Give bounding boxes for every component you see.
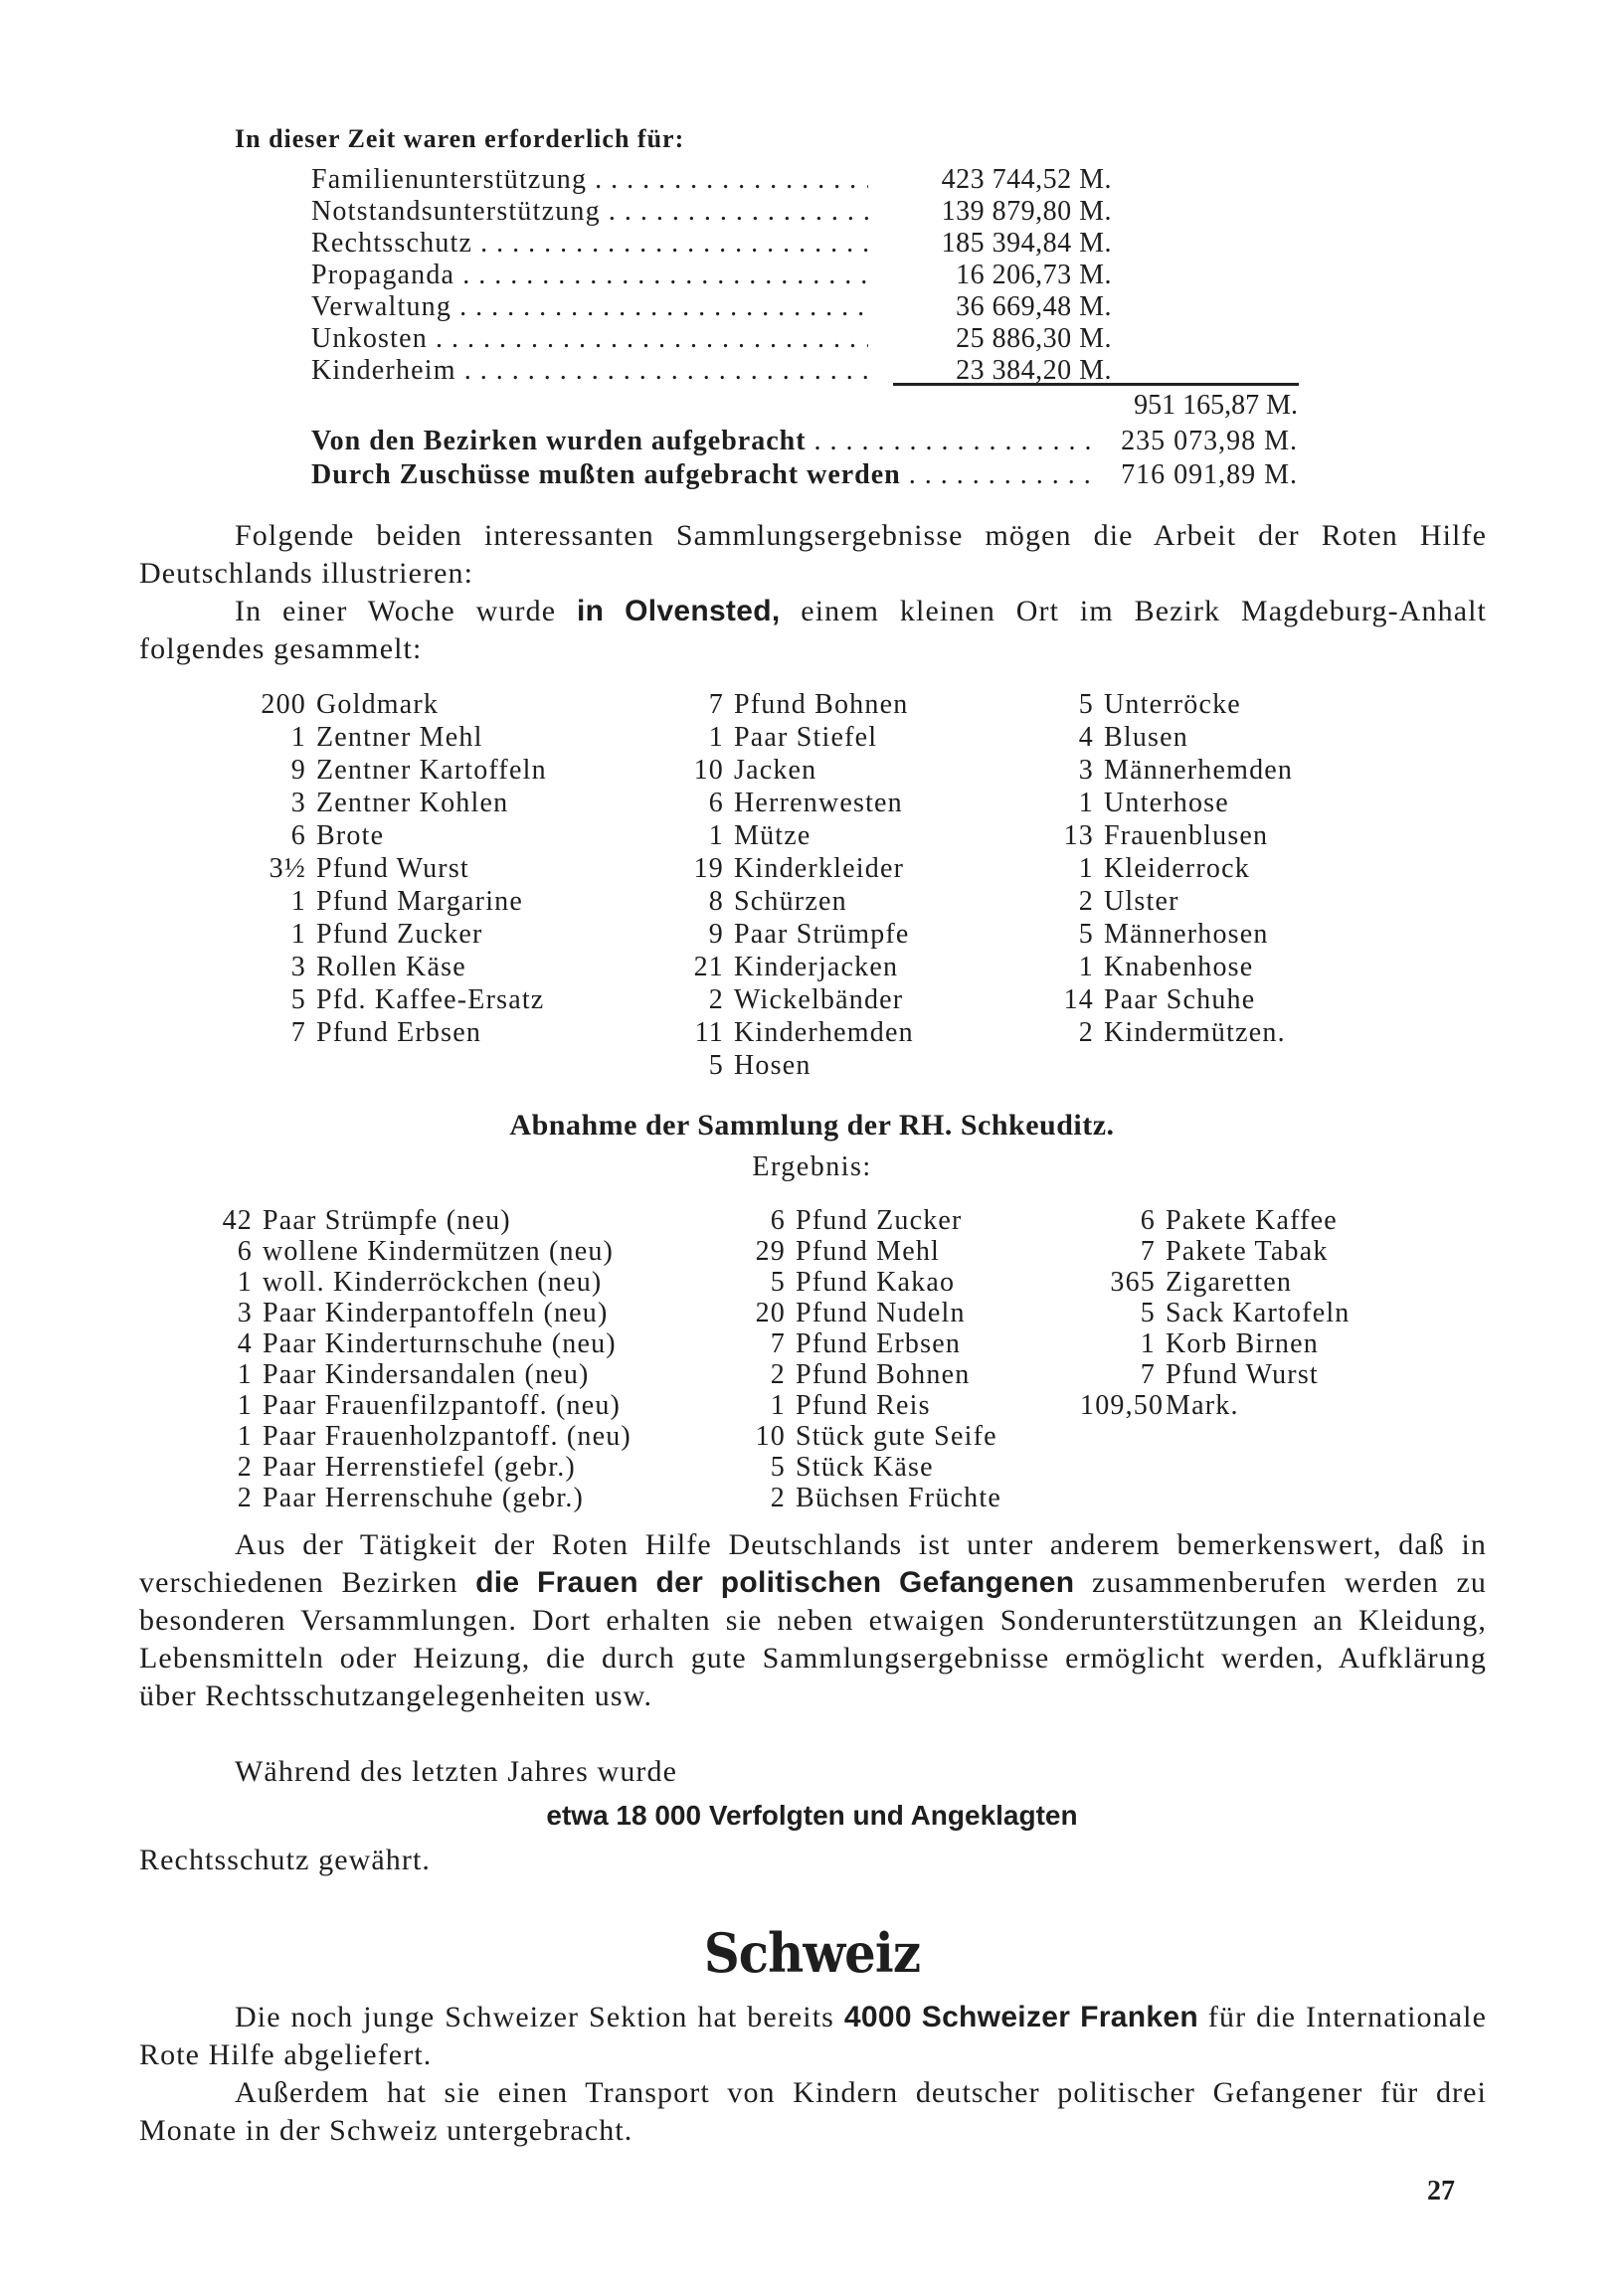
collection-1-column-2 xyxy=(682,688,914,1082)
item-quantity: 5 xyxy=(770,1452,786,1483)
item-quantity: 10 xyxy=(755,1421,786,1452)
item-quantity: 3 xyxy=(237,1298,253,1328)
paragraph-olvensted xyxy=(139,593,1487,668)
paragraph-swiss-2: Außerdem hat sie einen Transport von Kindern deutscher politischer Gefangener für drei Monate in der Schweiz untergebracht. xyxy=(139,2076,1487,2147)
item-quantity: 8 xyxy=(708,886,724,917)
collection-item xyxy=(744,1452,1001,1483)
item-name: Kinderjacken xyxy=(734,952,899,982)
item-quantity: 7 xyxy=(1140,1236,1156,1267)
item-quantity: 5 xyxy=(1078,689,1094,720)
item-name: Paar Stiefel xyxy=(734,722,878,753)
collection-item xyxy=(1052,1016,1293,1049)
item-name: Paar Strümpfe xyxy=(734,919,910,950)
item-quantity: 7 xyxy=(1140,1359,1156,1390)
collection-item xyxy=(1052,918,1293,951)
collection-item xyxy=(682,852,914,885)
collection-item xyxy=(1052,983,1293,1016)
collection-item xyxy=(682,983,914,1016)
item-name: Kinderkleider xyxy=(734,853,905,884)
section-heading-schweiz: Schweiz xyxy=(703,1921,921,1985)
legal-aid-emphasis: etwa 18 000 Verfolgten und Angeklagten xyxy=(546,1800,1078,1831)
expense-amount: 185 394,84 M. xyxy=(941,228,1112,259)
item-name: Brote xyxy=(316,820,385,851)
collection-item xyxy=(213,1205,632,1236)
collection-item xyxy=(682,787,914,819)
item-name: Herrenwesten xyxy=(734,788,903,818)
collection-item xyxy=(1080,1205,1351,1236)
collection-item xyxy=(213,1328,632,1359)
collection-1-column-3 xyxy=(1052,688,1293,1049)
expense-label: Propaganda . . . xyxy=(311,260,868,291)
collection-item xyxy=(253,819,547,852)
collection-item xyxy=(1052,787,1293,819)
collection-item xyxy=(682,918,914,951)
item-quantity: 6 xyxy=(237,1236,253,1267)
collection-item xyxy=(213,1421,632,1452)
collection-item xyxy=(1080,1236,1351,1267)
expense-total: 951 165,87 M. xyxy=(1134,390,1298,421)
collection-item xyxy=(253,951,547,983)
item-name: Paar Kinderpantoffeln (neu) xyxy=(263,1298,609,1328)
item-quantity: 3 xyxy=(290,952,306,982)
item-name: wollene Kindermützen (neu) xyxy=(263,1236,615,1267)
item-name: Mütze xyxy=(734,820,812,851)
paragraph-text: In einer Woche wurde xyxy=(235,595,577,627)
item-name: Wickelbänder xyxy=(734,984,904,1015)
paragraph-text: Aus der Tätigkeit der Roten Hilfe Deutschlands ist unter anderem bemerkenswert, daß in verschiedenen Bezirken xyxy=(139,1528,1487,1599)
item-name: Unterröcke xyxy=(1104,689,1241,720)
item-name: Pfund Nudeln xyxy=(796,1298,966,1328)
item-name: Zentner Kohlen xyxy=(316,788,509,818)
collection-item xyxy=(213,1452,632,1483)
collection-2-column-3 xyxy=(1080,1205,1351,1421)
collection-item xyxy=(1080,1267,1351,1298)
item-quantity: 7 xyxy=(290,1017,306,1048)
item-name: Zentner Kartoffeln xyxy=(316,755,547,786)
collection-2-heading: Abnahme der Sammlung der RH. Schkeuditz. xyxy=(509,1109,1115,1142)
item-quantity: 1 xyxy=(290,886,306,917)
item-quantity: 2 xyxy=(1078,1017,1094,1048)
expense-row xyxy=(311,260,1157,291)
collection-item xyxy=(253,885,547,918)
collection-item xyxy=(213,1298,632,1328)
expenses-intro: In dieser Zeit waren erforderlich für: xyxy=(235,124,685,153)
item-name: Pfd. Kaffee-Ersatz xyxy=(316,984,545,1015)
collection-item xyxy=(1052,754,1293,787)
collection-item xyxy=(744,1328,1001,1359)
expense-amount: 16 206,73 M. xyxy=(956,260,1112,290)
collection-item xyxy=(744,1390,1001,1421)
item-name: Paar Schuhe xyxy=(1104,984,1256,1015)
collection-item xyxy=(682,819,914,852)
item-name: Knabenhose xyxy=(1104,952,1254,982)
item-quantity: 1 xyxy=(708,820,724,851)
collection-item xyxy=(682,885,914,918)
collection-item xyxy=(682,754,914,787)
expense-label: Familienunterstützung . . . xyxy=(311,164,868,196)
collection-item xyxy=(1052,819,1293,852)
item-name: Pakete Kaffee xyxy=(1166,1205,1338,1236)
item-quantity: 10 xyxy=(693,755,724,786)
collection-item xyxy=(1080,1298,1351,1328)
sum-rule xyxy=(893,383,1299,386)
expense-row xyxy=(311,228,1157,260)
item-quantity: 1 xyxy=(237,1267,253,1298)
item-name: Pfund Reis xyxy=(796,1390,931,1421)
paragraph-legal-aid-end: Rechtsschutz gewährt. xyxy=(139,1844,432,1876)
item-name: Goldmark xyxy=(316,689,440,720)
item-name: Ulster xyxy=(1104,886,1179,917)
item-quantity: 14 xyxy=(1063,984,1094,1015)
item-quantity: 1 xyxy=(237,1390,253,1421)
item-quantity: 4 xyxy=(1078,722,1094,753)
item-name: Pfund Bohnen xyxy=(734,689,909,720)
item-quantity: 3½ xyxy=(269,853,306,884)
expense-label: Notstandsunterstützung . . . xyxy=(311,196,868,228)
collection-item xyxy=(682,951,914,983)
item-quantity: 4 xyxy=(237,1328,253,1359)
collection-item xyxy=(1052,951,1293,983)
collection-item xyxy=(213,1390,632,1421)
item-name: Paar Frauenfilzpantoff. (neu) xyxy=(263,1390,622,1421)
item-name: Zigaretten xyxy=(1166,1267,1293,1298)
paragraph-text: Die noch junge Schweizer Sektion hat bereits xyxy=(235,2001,844,2033)
collection-item xyxy=(682,721,914,754)
item-name: Kindermützen. xyxy=(1104,1017,1286,1048)
item-quantity: 1 xyxy=(237,1359,253,1390)
funding-amount: 716 091,89 M. xyxy=(1121,459,1298,490)
item-name: Zentner Mehl xyxy=(316,722,483,753)
item-name: Mark. xyxy=(1166,1390,1239,1421)
item-quantity: 6 xyxy=(1140,1205,1156,1236)
item-name: Paar Strümpfe (neu) xyxy=(263,1205,511,1236)
item-quantity: 2 xyxy=(770,1483,786,1513)
item-quantity: 5 xyxy=(1078,919,1094,950)
collection-item xyxy=(1052,885,1293,918)
item-name: Pfund Wurst xyxy=(1166,1359,1319,1390)
item-quantity: 2 xyxy=(1078,886,1094,917)
expense-row xyxy=(311,323,1157,355)
item-name: Pfund Mehl xyxy=(796,1236,940,1267)
collection-2-column-1 xyxy=(213,1205,632,1513)
item-quantity: 1 xyxy=(290,919,306,950)
item-quantity: 1 xyxy=(708,722,724,753)
item-name: Pfund Erbsen xyxy=(796,1328,962,1359)
item-name: Frauenblusen xyxy=(1104,820,1269,851)
item-quantity: 13 xyxy=(1063,820,1094,851)
item-quantity: 5 xyxy=(770,1267,786,1298)
collection-item xyxy=(253,983,547,1016)
result-label: Ergebnis: xyxy=(752,1151,872,1182)
collection-item xyxy=(253,721,547,754)
item-quantity: 1 xyxy=(290,722,306,753)
collection-2-column-2 xyxy=(744,1205,1001,1513)
item-quantity: 42 xyxy=(222,1205,253,1236)
item-name: Paar Kinderturnschuhe (neu) xyxy=(263,1328,617,1359)
item-name: Büchsen Früchte xyxy=(796,1483,1001,1513)
collection-1-column-1 xyxy=(253,688,547,1049)
item-quantity: 2 xyxy=(237,1452,253,1483)
collection-item xyxy=(253,1016,547,1049)
item-name: Unterhose xyxy=(1104,788,1229,818)
item-quantity: 9 xyxy=(290,755,306,786)
item-name: Männerhemden xyxy=(1104,755,1294,786)
item-quantity: 1 xyxy=(1078,853,1094,884)
item-name: Paar Kindersandalen (neu) xyxy=(263,1359,590,1390)
item-quantity: 6 xyxy=(770,1205,786,1236)
paragraph-swiss-1 xyxy=(139,1999,1487,2074)
item-name: woll. Kinderröckchen (neu) xyxy=(263,1267,603,1298)
item-quantity: 20 xyxy=(755,1298,786,1328)
collection-item xyxy=(213,1236,632,1267)
item-quantity: 7 xyxy=(708,689,724,720)
collection-item xyxy=(213,1267,632,1298)
item-quantity: 1 xyxy=(770,1390,786,1421)
collection-item xyxy=(253,852,547,885)
item-quantity: 3 xyxy=(290,788,306,818)
collection-item xyxy=(253,688,547,721)
item-name: Männerhosen xyxy=(1104,919,1269,950)
item-name: Kinderhemden xyxy=(734,1017,914,1048)
page-number: 27 xyxy=(1427,2176,1455,2206)
item-quantity: 2 xyxy=(708,984,724,1015)
place-emphasis: in Olvensted, xyxy=(576,595,781,627)
item-name: Stück gute Seife xyxy=(796,1421,997,1452)
item-quantity: 5 xyxy=(290,984,306,1015)
item-name: Pakete Tabak xyxy=(1166,1236,1329,1267)
collection-item xyxy=(1052,721,1293,754)
collection-item xyxy=(744,1421,1001,1452)
item-name: Rollen Käse xyxy=(316,952,466,982)
item-name: Paar Herrenstiefel (gebr.) xyxy=(263,1452,576,1483)
collection-item xyxy=(682,1016,914,1049)
collection-item xyxy=(682,688,914,721)
expense-amount: 423 744,52 M. xyxy=(941,164,1112,195)
item-name: Pfund Margarine xyxy=(316,886,523,917)
item-quantity: 7 xyxy=(770,1328,786,1359)
item-name: Pfund Zucker xyxy=(316,919,483,950)
paragraph-text: einem kleinen Ort im Bezirk Magdeburg-Anhalt folgendes gesammelt: xyxy=(139,595,1487,665)
funding-row xyxy=(311,426,1306,459)
item-quantity: 109,50 xyxy=(1080,1390,1165,1421)
collection-item xyxy=(744,1359,1001,1390)
women-emphasis: die Frauen der politischen Gefangenen xyxy=(475,1566,1075,1599)
expense-label: Unkosten . . . xyxy=(311,323,868,355)
paragraph-intro: Folgende beiden interessanten Sammlungsergebnisse mögen die Arbeit der Roten Hilfe Deutschlands illustrieren: xyxy=(139,519,1487,590)
paragraph-text: zusammenberufen werden zu besonderen Versammlungen. Dort erhalten sie neben etwaigen Sonderunterstützungen an Kleidung, Lebensmitteln oder Heizung, die durch gute Sammlungsergebnisse ermöglicht werden, Aufklärung über Rechtsschutzangelegenheiten usw. xyxy=(139,1566,1487,1712)
collection-item xyxy=(253,787,547,819)
item-quantity: 1 xyxy=(1078,952,1094,982)
expense-label: Rechtsschutz . . . xyxy=(311,228,868,260)
expense-row xyxy=(311,196,1157,228)
item-quantity: 200 xyxy=(261,689,306,720)
item-name: Paar Herrenschuhe (gebr.) xyxy=(263,1483,585,1513)
item-quantity: 2 xyxy=(237,1483,253,1513)
item-quantity: 19 xyxy=(693,853,724,884)
item-name: Pfund Kakao xyxy=(796,1267,956,1298)
expense-amount: 139 879,80 M. xyxy=(941,196,1112,227)
funding-row xyxy=(311,459,1306,493)
item-quantity: 29 xyxy=(755,1236,786,1267)
item-quantity: 5 xyxy=(708,1050,724,1081)
item-quantity: 1 xyxy=(1140,1328,1156,1359)
collection-item xyxy=(213,1359,632,1390)
item-name: Jacken xyxy=(734,755,817,786)
item-quantity: 21 xyxy=(693,952,724,982)
expense-label: Verwaltung . . . xyxy=(311,291,868,323)
funding-label: Von den Bezirken wurden aufgebracht . . . xyxy=(311,426,1092,457)
collection-item xyxy=(744,1267,1001,1298)
collection-item xyxy=(682,1049,914,1082)
collection-item xyxy=(1052,852,1293,885)
item-name: Korb Birnen xyxy=(1166,1328,1319,1359)
item-name: Kleiderrock xyxy=(1104,853,1250,884)
funding-label: Durch Zuschüsse mußten aufgebracht werden . . . xyxy=(311,459,1092,491)
item-name: Paar Frauenholzpantoff. (neu) xyxy=(263,1421,632,1452)
item-quantity: 1 xyxy=(1078,788,1094,818)
item-quantity: 11 xyxy=(694,1017,724,1048)
expense-row xyxy=(311,291,1157,323)
item-quantity: 365 xyxy=(1110,1267,1156,1298)
item-quantity: 5 xyxy=(1140,1298,1156,1328)
collection-item xyxy=(1080,1328,1351,1359)
item-name: Sack Kartofeln xyxy=(1166,1298,1351,1328)
collection-item xyxy=(744,1298,1001,1328)
collection-item xyxy=(744,1205,1001,1236)
item-quantity: 3 xyxy=(1078,755,1094,786)
item-quantity: 6 xyxy=(290,820,306,851)
item-quantity: 1 xyxy=(237,1421,253,1452)
collection-item xyxy=(744,1236,1001,1267)
expense-amount: 25 886,30 M. xyxy=(956,323,1112,354)
collection-item xyxy=(1052,688,1293,721)
expense-amount: 36 669,48 M. xyxy=(956,291,1112,322)
item-name: Hosen xyxy=(734,1050,812,1081)
collection-item xyxy=(744,1483,1001,1513)
item-name: Pfund Erbsen xyxy=(316,1017,482,1048)
item-quantity: 2 xyxy=(770,1359,786,1390)
item-name: Pfund Bohnen xyxy=(796,1359,971,1390)
funding-amount: 235 073,98 M. xyxy=(1121,426,1298,456)
francs-emphasis: 4000 Schweizer Franken xyxy=(843,2001,1198,2033)
item-name: Blusen xyxy=(1104,722,1188,753)
collection-item xyxy=(213,1483,632,1513)
collection-item xyxy=(253,754,547,787)
item-name: Stück Käse xyxy=(796,1452,934,1483)
paragraph-legal-aid: Während des letzten Jahres wurde xyxy=(235,1755,678,1788)
item-name: Pfund Zucker xyxy=(796,1205,963,1236)
collection-item xyxy=(1080,1390,1351,1421)
item-name: Schürzen xyxy=(734,886,847,917)
expense-amount: 23 384,20 M. xyxy=(956,355,1112,386)
item-name: Pfund Wurst xyxy=(316,853,469,884)
paragraph-activities xyxy=(139,1526,1487,1715)
paragraph-text: für die Internationale Rote Hilfe abgeliefert. xyxy=(139,2001,1488,2071)
collection-item xyxy=(1080,1359,1351,1390)
item-quantity: 9 xyxy=(708,919,724,950)
collection-item xyxy=(253,918,547,951)
item-quantity: 6 xyxy=(708,788,724,818)
expense-row xyxy=(311,164,1157,196)
expense-label: Kinderheim . . . xyxy=(311,355,868,387)
